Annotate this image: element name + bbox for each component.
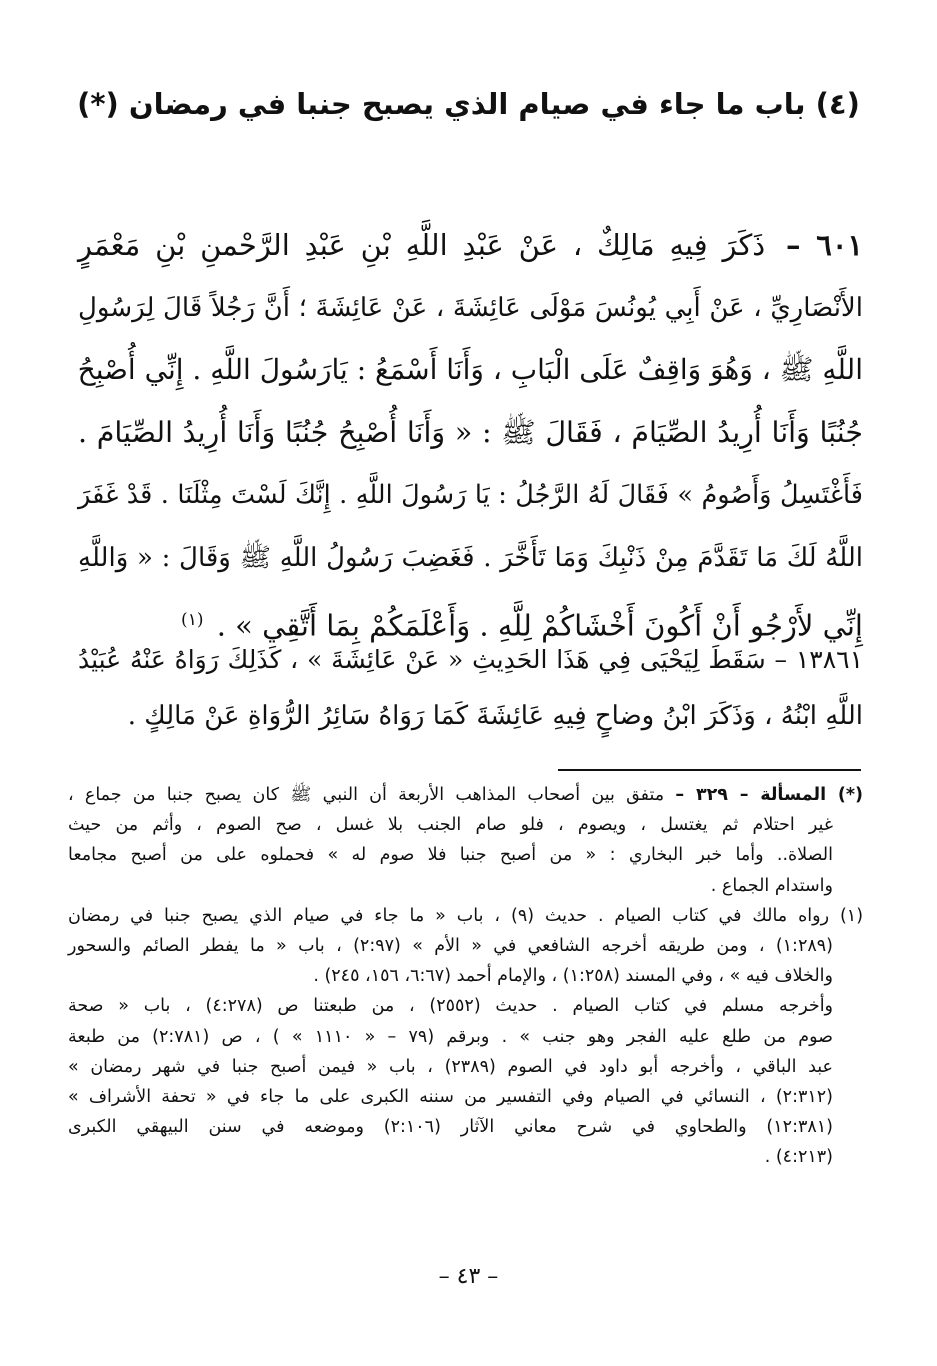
footnote-line: (١) رواه مالك في كتاب الصيام . حديث (٩) ، باب « ما جاء في صيام الذي يصبح جنبا في رمضان <box>68 905 864 926</box>
footnote-line: واستدام الجماع . <box>710 875 833 896</box>
commentary-text <box>78 632 863 744</box>
footnote-line: غير احتلام ثم يغتسل ، ويصوم ، فلو صام الجنب بلا غسل ، صح الصوم ، وأثم من حيث <box>68 815 833 836</box>
commentary-line: ١٣٨٦١ – سَقَطَ لِيَحْيَى فِي هَذَا الحَدِيثِ « عَنْ عَائِشَةَ » ، كَذَلِكَ رَوَاهُ عَنْهُ عُبَيْدُ <box>78 645 863 674</box>
hadith-line: إِنِّي لأَرْجُو أَنْ أَكُونَ أَخْشَاكُمْ لِلَّهِ . وَأَعْلَمَكُمْ بِمَا أَتَّقِي » . $^{(١)}$ <box>181 608 863 643</box>
footnote-line: (٢:٣١٢) ، النسائي في الصيام وفي التفسير من سننه الكبرى على ما جاء في « تحفة الأشراف » <box>68 1086 833 1107</box>
hadith-line: جُنُبًا وَأَنَا أُرِيدُ الصِّيَامَ ، فَقَالَ ﷺ : « وَأَنَا أُصْبِحُ جُنُبًا وَأَنَا أُرِيدُ الصِّيَامَ . <box>78 415 863 449</box>
footnote-reference[interactable]: (١) <box>181 610 204 630</box>
footnote-line: (١:٢٨٩) ، ومن طريقه أخرجه الشافعي في « الأم » (٢:٩٧) ، باب « ما يفطر الصائم والسحور <box>68 935 833 956</box>
footnote-line: (*) المسألة – ٣٢٩ – متفق بين أصحاب المذاهب الأربعة أن النبي ﷺ كان يصبح جنبا من جماع ، <box>68 785 864 805</box>
footnotes <box>68 780 863 1172</box>
commentary-line: اللَّهِ ابْنُهُ ، وَذَكَرَ ابْنُ وضاحٍ فِيهِ عَائِشَةَ كَمَا رَوَاهُ سَائِرُ الرُّوَاةِ عَنْ مَالِكٍ . <box>127 701 863 731</box>
hadith-number: ٦٠١ – <box>786 228 863 262</box>
footnote-line: وأخرجه مسلم في كتاب الصيام . حديث (٢٥٥٢) ، من طبعتنا ص (٤:٢٧٨) ، باب « صحة <box>68 996 834 1017</box>
chapter-title: (٤) باب ما جاء في صيام الذي يصبح جنبا في رمضان (*) <box>77 87 860 121</box>
hadith-text <box>78 214 863 652</box>
footnote-line: (٤:٢١٣) . <box>764 1147 833 1168</box>
hadith-line: فَأَغْتَسِلُ وَأَصُومُ » فَقَالَ لَهُ الرَّجُلُ : يَا رَسُولَ اللَّهِ . إِنَّكَ لَسْتَ مِثْلَنَا . قَدْ غَفَرَ <box>78 480 863 510</box>
footnote-star-label: (*) المسألة – ٣٢٩ – <box>675 785 864 805</box>
footnote-line: الصلاة.. وأما خبر البخاري : « من أصبح جنبا فلا صوم له » فحملوه على من أصبح مجامعا <box>68 845 833 866</box>
footnote-line: صوم من طلع عليه الفجر وهو جنب » . وبرقم (٧٩ – « ١١١٠ » ) ، ص (٢:٧٨١) من طبعة <box>68 1026 833 1047</box>
footnote-line: والخلاف فيه » ، وفي المسند (١:٢٥٨) ، والإمام أحمد (٦:٦٧، ١٥٦، ٢٤٥) . <box>313 966 833 987</box>
footnote-separator <box>558 769 861 771</box>
page-number: – ٤٣ – <box>438 1264 499 1289</box>
hadith-line: ٦٠١ – ذَكَرَ فِيهِ مَالِكٌ ، عَنْ عَبْدِ اللَّهِ بْنِ عَبْدِ الرَّحْمنِ بْنِ مَعْمَرٍ <box>78 228 863 262</box>
footnote-line: عبد الباقي ، وأخرجه أبو داود في الصوم (٢٣٨٩) ، باب « فيمن أصبح جنبا في شهر رمضان » <box>68 1056 833 1077</box>
hadith-line: اللَّهُ لَكَ مَا تَقَدَّمَ مِنْ ذَنْبِكَ وَمَا تَأَخَّرَ . فَغَضِبَ رَسُولُ اللَّهِ ﷺ وَقَالَ : « وَاللَّهِ <box>78 542 863 573</box>
hadith-line: الأَنْصَارِيِّ ، عَنْ أَبِي يُونُسَ مَوْلَى عَائِشَةَ ، عَنْ عَائِشَةَ ؛ أَنَّ رَجُلاً قَالَ لِرَسُولِ <box>78 292 863 323</box>
footnote-line: (١٢:٣٨١) والطحاوي في شرح معاني الآثار (٢:١٠٦) وموضعه في سنن البيهقي الكبرى <box>68 1117 833 1138</box>
hadith-line: اللَّهِ ﷺ ، وَهُوَ وَاقِفٌ عَلَى الْبَابِ ، وَأَنَا أَسْمَعُ : يَارَسُولَ اللَّهِ . إِنِّي أُصْبِحُ <box>77 353 863 386</box>
